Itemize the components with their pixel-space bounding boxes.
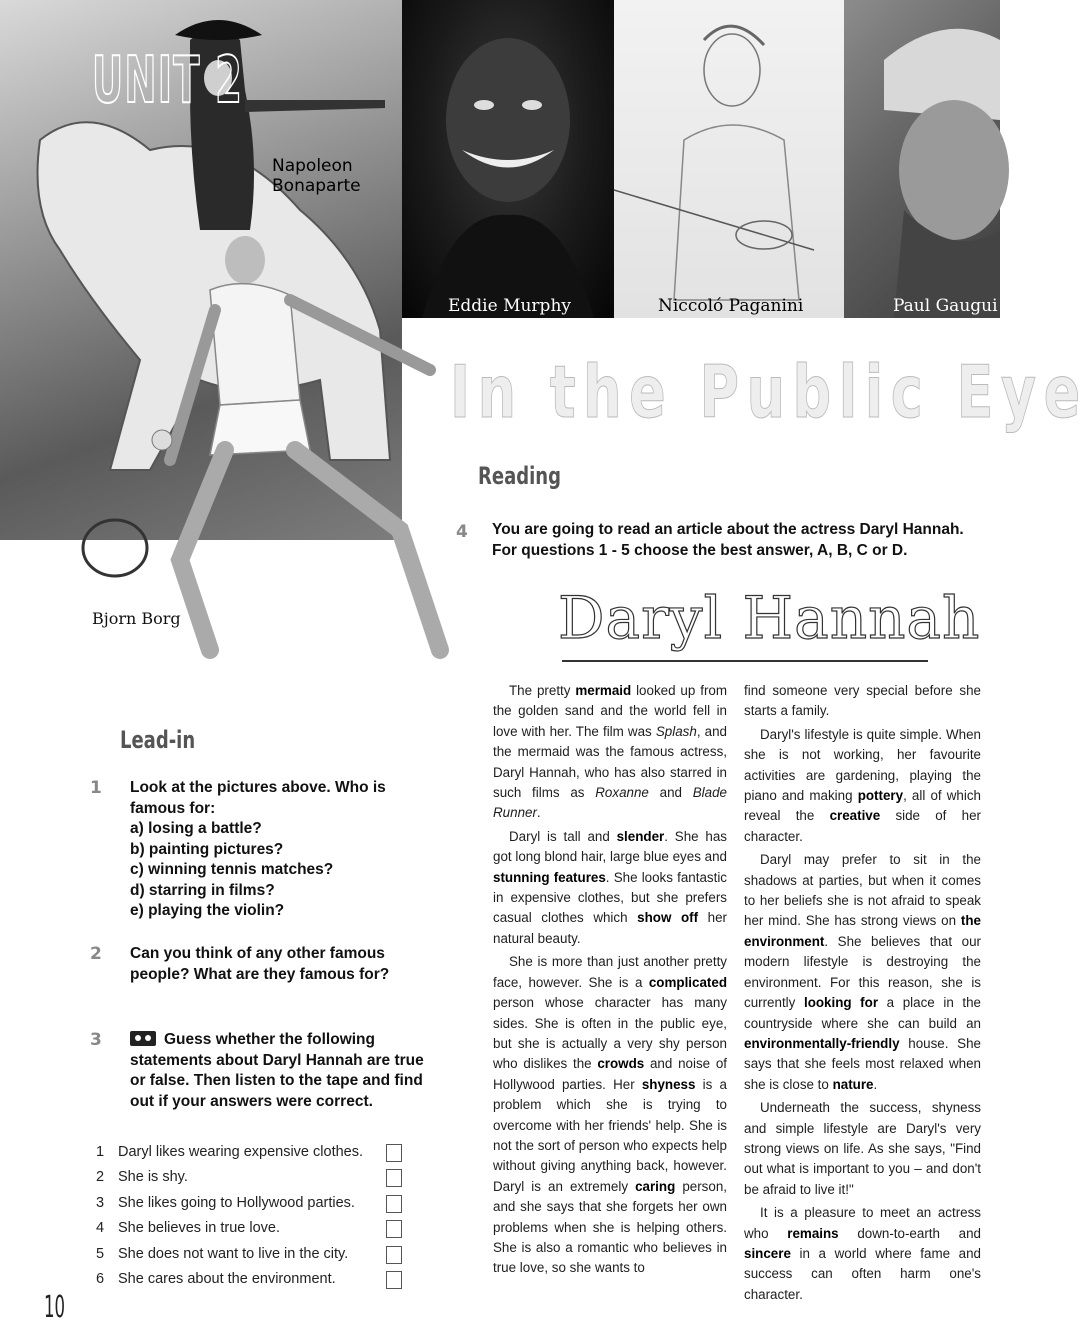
statement-text: She likes going to Hollywood parties.: [118, 1194, 355, 1211]
statement-number: 2: [96, 1169, 105, 1186]
statement-number: 5: [96, 1245, 105, 1262]
unit-title: UNIT 2: [92, 44, 244, 118]
q4-instruction: You are going to read an article about the actress Daryl Hannah. For questions 1 - 5 choose the best answer, A, B, C or D.: [492, 521, 964, 559]
article-paragraph: Daryl's lifestyle is quite simple. When she is not working, her favourite activities are gardening, playing the piano and making pottery, all of which reveal the creative side of her character.: [744, 726, 982, 844]
answer-checkbox[interactable]: [386, 1246, 402, 1264]
statement-text: Daryl likes wearing expensive clothes.: [118, 1144, 363, 1160]
q1-prompt: Look at the pictures above. Who is famous for:: [130, 779, 386, 817]
caption-borg: Bjorn Borg: [92, 609, 181, 628]
q1-option: d) starring in films?: [130, 881, 275, 899]
statement-row: [96, 1269, 406, 1294]
statement-row: [96, 1193, 406, 1218]
statements-list: [96, 1142, 406, 1294]
statement-text: She is shy.: [118, 1169, 188, 1186]
q3-question: [130, 1030, 430, 1112]
statement-text: She believes in true love.: [118, 1220, 281, 1237]
caption-gauguin: Paul Gaugui: [893, 296, 998, 316]
article-paragraph: Daryl is tall and slender. She has got long blond hair, large blue eyes and stunning features. She looks fantastic in expensive clothes, but she prefers casual clothes which show off her natural beauty.: [493, 828, 728, 946]
q1-option: b) painting pictures?: [130, 840, 284, 858]
statement-text: She does not want to live in the city.: [118, 1245, 349, 1262]
answer-checkbox[interactable]: [386, 1271, 402, 1289]
q1-option: e) playing the violin?: [130, 902, 285, 919]
cassette-tape-icon: [130, 1031, 156, 1046]
article-paragraph: It is a pleasure to meet an actress who remains down-to-earth and sincere in a world where fame and success can often harm one's character.: [744, 1205, 981, 1302]
title-rule: [562, 660, 928, 662]
answer-checkbox[interactable]: [386, 1195, 402, 1213]
tennis-player-illustration: [150, 230, 480, 680]
caption-napoleon: [272, 156, 372, 196]
caption-paganini: Niccoló Paganini: [658, 296, 804, 316]
answer-checkbox[interactable]: [386, 1220, 402, 1238]
statement-number: 1: [96, 1144, 105, 1160]
article-paragraph: Underneath the success, shyness and simple lifestyle are Daryl's very strong views on life. As she says, "Find out what is important to you – and don't be afraid to live it!": [744, 1100, 981, 1197]
q4-number: 4: [456, 522, 468, 542]
q1-option: c) winning tennis matches?: [130, 861, 334, 878]
q3-number: 3: [90, 1030, 102, 1050]
caption-eddie: Eddie Murphy: [448, 296, 571, 316]
gauguin-photo: [844, 0, 1000, 318]
statement-number: 4: [96, 1220, 105, 1237]
article-paragraph: She is more than just another pretty face, however. She is a complicated person whose character has many sides. She is often in the public eye, but she is actually a very shy person who dislikes the crowds and noise of Hollywood parties. Her shyness is a problem which she is trying to overcome with her friends' help. She is not the sort of person who expects help without giving anything back, however. Daryl is an extremely caring person, and she says that she forgets her own problems when she is helping others. She is also a romantic who believes in true love, so she wants to: [493, 954, 728, 1276]
article-column-1: [493, 681, 727, 1279]
article-column-2: [744, 681, 981, 1305]
leadin-heading: Lead-in: [120, 726, 196, 754]
statement-number: 6: [96, 1270, 105, 1287]
answer-checkbox[interactable]: [386, 1144, 402, 1162]
statement-row: [96, 1142, 406, 1167]
unit-banner: In the Public Eye: [450, 350, 1088, 434]
page-number: 10: [44, 1290, 66, 1325]
q1-question: [130, 778, 430, 922]
sketch-violinist-illustration: [614, 0, 844, 318]
q3-text: Guess whether the following statements about Daryl Hannah are true or false. Then listen to the tape and find out if your answers were correct.: [130, 1031, 424, 1110]
article-paragraph: Daryl may prefer to sit in the shadows at parties, but when it comes to her beliefs she is not afraid to speak her mind. She has strong views on the environment. She believes that our modern lifestyle is destroying the environment. For this reason, she is currently looking for a place in the countryside where she can build an environmentally-friendly house. She says that she feels most relaxed when she is close to nature.: [744, 852, 981, 1092]
answer-checkbox[interactable]: [386, 1169, 402, 1187]
painted-portrait-illustration: [844, 0, 1000, 318]
statement-row: [96, 1167, 406, 1192]
article-title: Daryl Hannah: [558, 584, 981, 652]
q1-number: 1: [90, 778, 102, 798]
reading-heading: Reading: [478, 462, 561, 490]
paganini-photo: [614, 0, 844, 318]
article-paragraph: find someone very special before she starts a family.: [744, 683, 981, 719]
article-paragraph: The pretty mermaid looked up from the golden sand and the world fell in love with her. The film was Splash, and the mermaid was the famous actress, Daryl Hannah, who has also starred in such films as Roxanne and Blade Runner.: [493, 683, 727, 821]
statement-text: She cares about the environment.: [118, 1270, 336, 1287]
statement-row: [96, 1244, 406, 1269]
caption-napoleon-text: Napoleon Bonaparte: [272, 156, 361, 196]
statement-number: 3: [96, 1194, 105, 1211]
q2-question: Can you think of any other famous people? What are they famous for?: [130, 945, 390, 983]
q2-number: 2: [90, 944, 102, 964]
statement-row: [96, 1218, 406, 1243]
q1-option: a) losing a battle?: [130, 820, 262, 837]
